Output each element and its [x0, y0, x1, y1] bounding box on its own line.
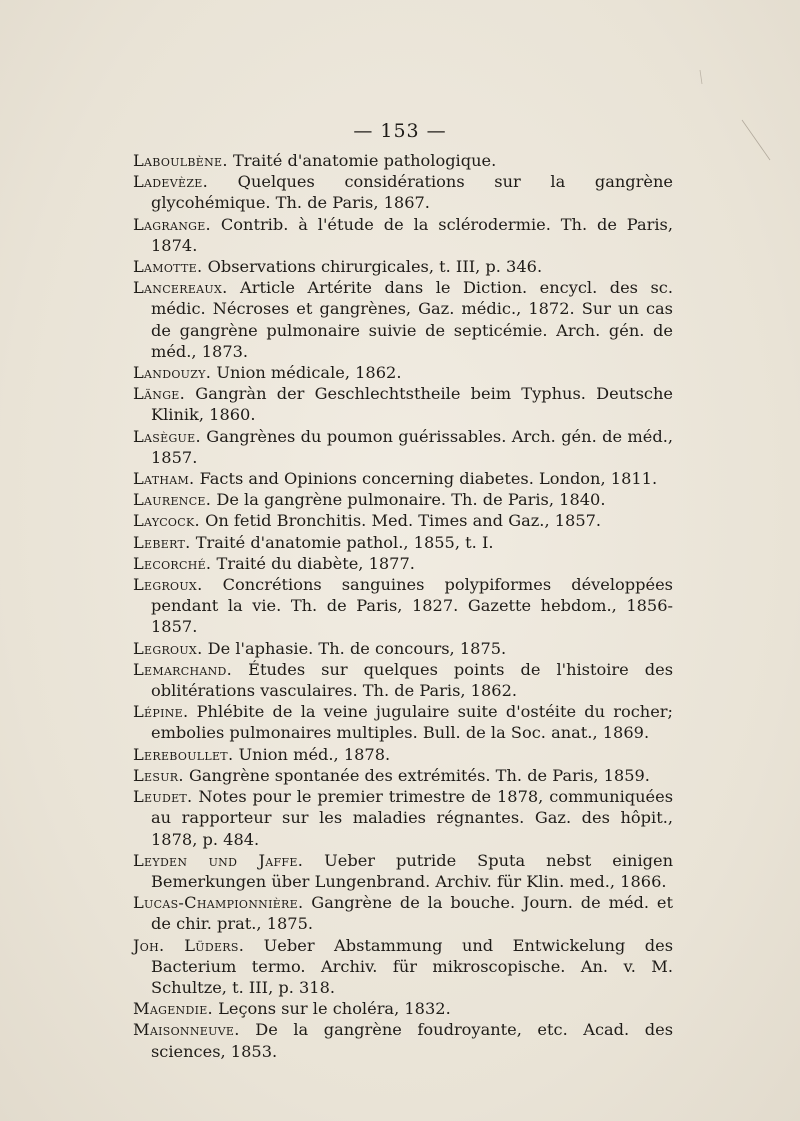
entry-author: Joh. Lüders. — [133, 935, 245, 955]
entry-text: Contrib. à l'étude de la sclérodermie. Th. de Paris, 1874. — [151, 214, 673, 255]
entry-text: Union médicale, 1862. — [211, 363, 402, 383]
bibliography-entry — [133, 744, 673, 765]
entry-author: Leudet. — [133, 787, 193, 807]
entry-author: Laurence. — [133, 490, 212, 510]
entry-text: Article Artérite dans le Diction. encycl. des sc. médic. Nécroses et gangrènes, Gaz. médic., 1872. Sur un cas de gangrène pulmonaire suivie de septicémie. Arch. gén. de méd., 1873. — [151, 278, 673, 361]
entry-author: Lamotte. — [133, 257, 203, 277]
entry-text: Gangràn der Geschlechtstheile beim Typhus. Deutsche Klinik, 1860. — [151, 384, 673, 425]
entry-author: Lagrange. — [133, 214, 211, 234]
entry-text: Ueber Abstammung und Entwickelung des Bacterium termo. Archiv. für mikroscopische. An. v. M. Schultze, t. III, p. 318. — [151, 935, 673, 997]
entry-text: De la gangrène pulmonaire. Th. de Paris, 1840. — [211, 490, 606, 510]
entry-text: Ueber putride Sputa nebst einigen Bemerkungen über Lungenbrand. Archiv. für Klin. med., 1866. — [151, 850, 673, 891]
entry-author: Lépine. — [133, 702, 189, 722]
entry-author: Lereboullet. — [133, 744, 234, 764]
bibliography-list — [133, 150, 673, 1062]
entry-text: Concrétions sanguines polypiformes développées pendant la vie. Th. de Paris, 1827. Gazette hebdom., 1856-1857. — [151, 575, 673, 637]
bibliography-entry — [133, 998, 673, 1019]
bibliography-entry — [133, 214, 673, 256]
page-number: — 153 — — [353, 120, 447, 142]
entry-author: Lebert. — [133, 532, 191, 552]
entry-text: Gangrènes du poumon guérissables. Arch. gén. de méd., 1857. — [151, 426, 673, 467]
bibliography-entry — [133, 935, 673, 999]
entry-text: Traité d'anatomie pathologique. — [227, 151, 497, 170]
bibliography-entry — [133, 256, 673, 277]
entry-text: Leçons sur le choléra, 1832. — [213, 999, 451, 1019]
entry-text: Facts and Opinions concerning diabetes. London, 1811. — [194, 469, 658, 489]
bibliography-entry — [133, 468, 673, 489]
bibliography-entry — [133, 171, 673, 213]
entry-author: Lesur. — [133, 765, 184, 785]
bibliography-entry — [133, 553, 673, 574]
entry-author: Lasègue. — [133, 426, 201, 446]
bibliography-entry — [133, 383, 673, 425]
bibliography-entry — [133, 150, 673, 171]
entry-text: Études sur quelques points de l'histoire des oblitérations vasculaires. Th. de Paris, 1862. — [151, 659, 673, 701]
entry-author: Laboulbène. — [133, 151, 228, 170]
entry-text: Traité du diabète, 1877. — [211, 553, 415, 573]
bibliography-entry — [133, 489, 673, 510]
entry-author: Ladevèze. — [133, 172, 209, 192]
entry-author: Lemarchand. — [133, 659, 233, 679]
entry-text: Quelques considérations sur la gangrène glycohémique. Th. de Paris, 1867. — [151, 172, 673, 213]
entry-text: Union méd., 1878. — [233, 744, 391, 764]
bibliography-entry — [133, 510, 673, 531]
entry-author: Leyden und Jaffe. — [133, 850, 304, 870]
entry-author: Legroux. — [133, 575, 203, 595]
bibliography-entry — [133, 277, 673, 362]
entry-author: Latham. — [133, 469, 195, 489]
entry-text: On fetid Bronchitis. Med. Times and Gaz., 1857. — [199, 511, 602, 531]
bibliography-entry — [133, 765, 673, 786]
bibliography-entry — [133, 786, 673, 850]
entry-author: Lancereaux. — [133, 278, 228, 298]
entry-author: Länge. — [133, 384, 186, 404]
bibliography-entry — [133, 659, 673, 701]
entry-text: Gangrène spontanée des extrémités. Th. de Paris, 1859. — [183, 765, 650, 785]
entry-author: Landouzy. — [133, 363, 212, 383]
entry-text: Phlébite de la veine jugulaire suite d'ostéite du rocher; embolies pulmonaires multiples. Bull. de la Soc. anat., 1869. — [151, 702, 673, 743]
bibliography-entry — [133, 850, 673, 892]
entry-author: Lecorché. — [133, 553, 212, 573]
entry-author: Laycock. — [133, 511, 200, 531]
entry-author: Maisonneuve. — [133, 1020, 240, 1040]
bibliography-entry — [133, 638, 673, 659]
bibliography-entry — [133, 701, 673, 743]
bibliography-entry — [133, 362, 673, 383]
entry-author: Lucas-Championnière. — [133, 893, 304, 913]
entry-text: Observations chirurgicales, t. III, p. 346. — [202, 257, 543, 277]
entry-text: Gangrène de la bouche. Journ. de méd. et de chir. prat., 1875. — [151, 893, 673, 934]
entry-author: Magendie. — [133, 999, 214, 1019]
bibliography-entry — [133, 532, 673, 553]
bibliography-entry — [133, 892, 673, 934]
bibliography-entry — [133, 1019, 673, 1061]
entry-text: De la gangrène foudroyante, etc. Acad. des sciences, 1853. — [151, 1020, 673, 1061]
entry-text: De l'aphasie. Th. de concours, 1875. — [202, 638, 507, 658]
bibliography-entry — [133, 574, 673, 638]
bibliography-entry — [133, 426, 673, 468]
entry-author: Legroux. — [133, 638, 203, 658]
entry-text: Traité d'anatomie pathol., 1855, t. I. — [190, 532, 494, 552]
entry-text: Notes pour le premier trimestre de 1878, communiquées au rapporteur sur les maladies régnantes. Gaz. des hôpit., 1878, p. 484. — [151, 787, 673, 849]
